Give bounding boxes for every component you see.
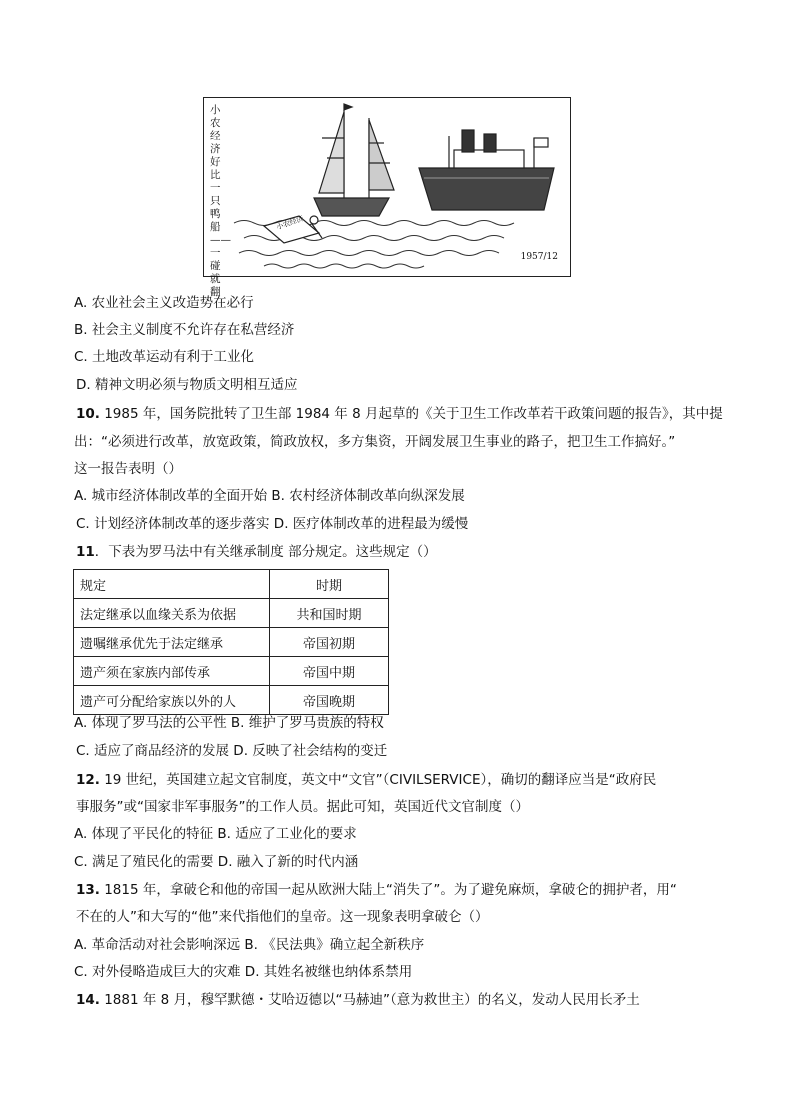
q13-options-ab: A. 革命活动对社会影响深远 B. 《民法典》确立起全新秩序 [74,937,425,953]
table-header-rule: 规定 [74,570,270,599]
q11-options-ab: A. 体现了罗马法的公平性 B. 维护了罗马贵族的特权 [74,715,384,731]
q12-number: 12. [76,772,100,788]
q10-stem-line-2: 出：“必须进行改革，放宽政策，简政放权，多方集资，开阔发展卫生事业的路子，把卫生工作搞好。” [74,434,676,450]
q10-options-ab: A. 城市经济体制改革的全面开始 B. 农村经济体制改革向纵深发展 [74,488,465,504]
table-cell-rule: 遗嘱继承优先于法定继承 [74,628,270,657]
q13-options-cd: C. 对外侵略造成巨大的灾难 D. 其姓名被继也纳体系禁用 [74,964,413,980]
q9-option-d: D. 精神文明必须与物质文明相互适应 [76,377,298,393]
q13-stem-line-2: 不在的人”和大写的“他”来代指他们的皇帝。这一现象表明拿破仑（） [76,909,489,925]
q11-stem: 11．下表为罗马法中有关继承制度 部分规定。这些规定（） [76,544,437,560]
q10-number: 10. [76,406,100,422]
table-header-period: 时期 [270,570,389,599]
table-cell-period: 帝国中期 [270,657,389,686]
q12-stem-line-2: 事服务”或“国家非军事服务”的工作人员。据此可知，英国近代文官制度（） [76,799,529,815]
q14-number: 14. [76,992,100,1008]
roman-law-table [73,569,389,715]
table-row [74,628,389,657]
cartoon-year: 1957/12 [520,252,558,262]
q10-options-cd: C. 计划经济体制改革的逐步落实 D. 医疗体制改革的进程最为缓慢 [76,516,469,532]
cartoon-caption: 小农经济好比一只鸭船——一碰就翻 [210,104,231,298]
q9-option-a: A. 农业社会主义改造势在必行 [74,295,254,311]
cartoon-drawing [204,98,572,278]
table-cell-period: 帝国初期 [270,628,389,657]
table-row [74,657,389,686]
q11-number: 11 [76,544,95,560]
q12-options-ab: A. 体现了平民化的特征 B. 适应了工业化的要求 [74,826,357,842]
table-cell-rule: 遗产可分配给家族以外的人 [74,686,270,715]
q14-stem-line-1: 14. 1881 年 8 月，穆罕默德・艾哈迈德以“马赫迪”（意为救世主）的名义，发动人民用长矛土 [76,992,640,1008]
boat-label: 小农经济 [275,214,305,232]
q12-options-cd: C. 满足了殖民化的需要 D. 融入了新的时代内涵 [74,854,359,870]
table-row [74,686,389,715]
q11-options-cd: C. 适应了商品经济的发展 D. 反映了社会结构的变迁 [76,743,388,759]
q13-number: 13. [76,882,100,898]
q10-stem-line-1: 10. 1985 年，国务院批转了卫生部 1984 年 8 月起草的《关于卫生工作改革若干政策问题的报告》，其中提 [76,406,723,422]
table-header-row [74,570,389,599]
table-cell-period: 共和国时期 [270,599,389,628]
q13-stem-line-1: 13. 1815 年，拿破仑和他的帝国一起从欧洲大陆上“消失了”。为了避免麻烦，拿破仑的拥护者，用“ [76,882,677,898]
cartoon-image [203,97,571,298]
table-row [74,599,389,628]
table-cell-period: 帝国晚期 [270,686,389,715]
q9-option-c: C. 土地改革运动有利于工业化 [74,349,255,365]
q9-option-b: B. 社会主义制度不允许存在私营经济 [74,322,295,338]
q12-stem-line-1: 12. 19 世纪，英国建立起文官制度，英文中“文官”（CIVILSERVICE），确切的翻译应当是“政府民 [76,772,657,788]
table-cell-rule: 法定继承以血缘关系为依据 [74,599,270,628]
table-cell-rule: 遗产须在家族内部传承 [74,657,270,686]
q10-stem-line-3: 这一报告表明（） [74,461,182,477]
